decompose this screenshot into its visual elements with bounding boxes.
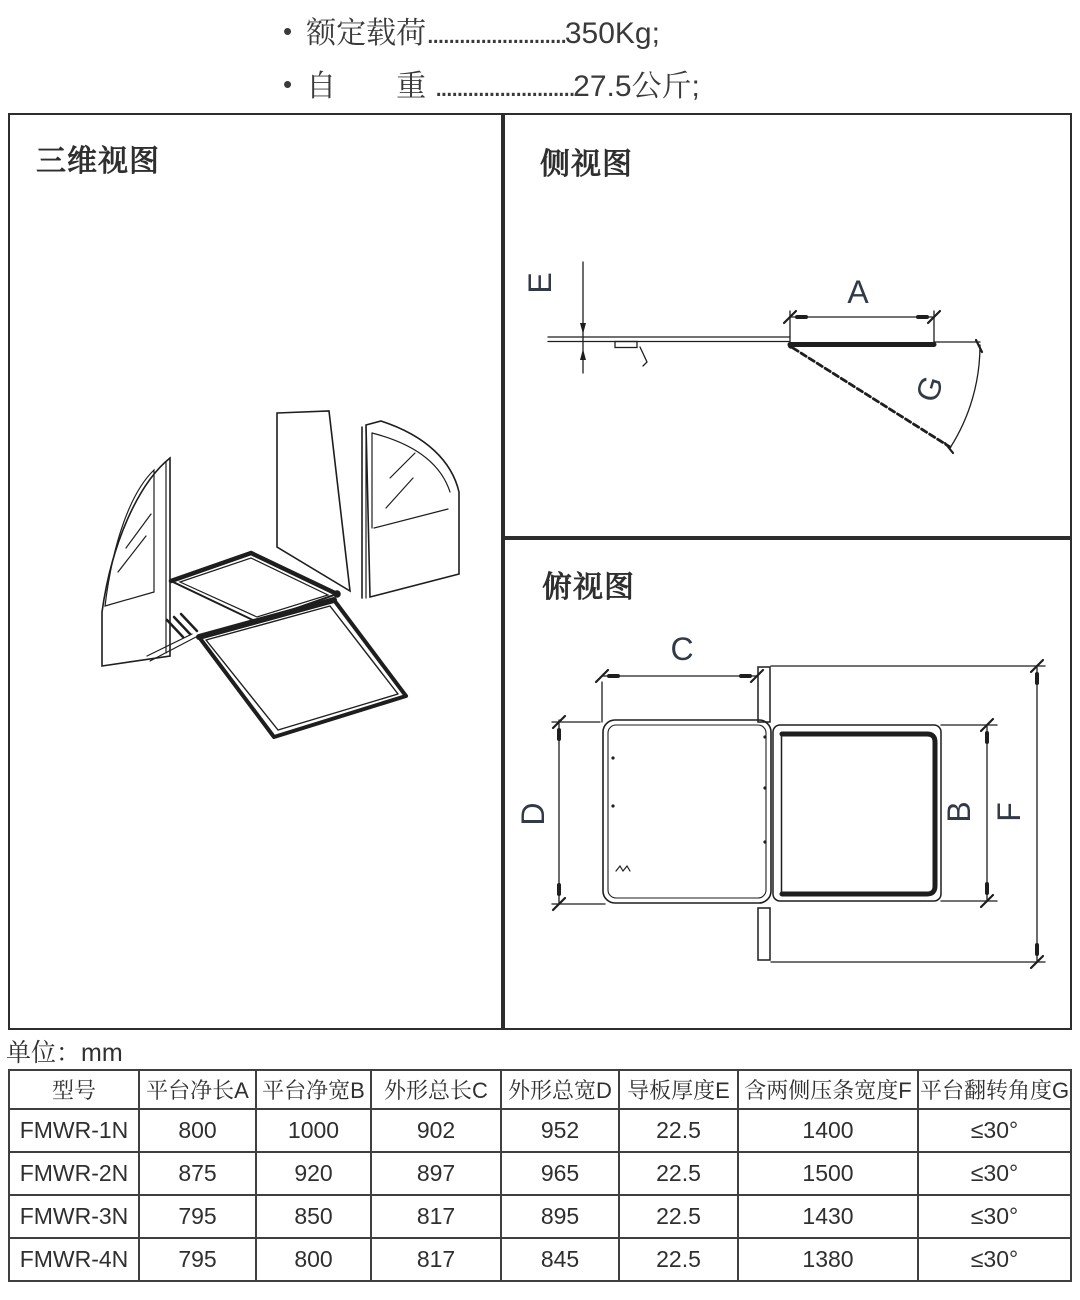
table-cell: ≤30°	[918, 1195, 1071, 1238]
spec-value: 350Kg;	[564, 17, 660, 50]
spec-label: 额定载荷	[306, 17, 427, 50]
table-header-row	[9, 1070, 1071, 1109]
table-cell: 952	[501, 1109, 619, 1152]
table-header-model: 型号	[9, 1070, 139, 1109]
spec-table	[8, 1069, 1072, 1282]
table-cell: 795	[139, 1238, 256, 1281]
table-cell: 965	[501, 1152, 619, 1195]
table-row	[9, 1109, 1071, 1152]
table-cell: 1400	[738, 1109, 918, 1152]
dim-label-g: G	[908, 371, 951, 406]
panel-3d-view	[8, 113, 503, 1030]
unit-label: 单位：mm	[6, 1039, 123, 1067]
table-cell: ≤30°	[918, 1238, 1071, 1281]
table-cell: 817	[371, 1238, 501, 1281]
dim-label-c: C	[670, 631, 694, 667]
table-cell: 22.5	[619, 1238, 738, 1281]
table-row	[9, 1238, 1071, 1281]
table-cell: FMWR-1N	[9, 1109, 139, 1152]
spec-line-rated-load	[283, 8, 660, 52]
dim-label-e: E	[522, 272, 558, 294]
dim-label-f: F	[991, 802, 1027, 822]
table-header-c: 外形总长C	[371, 1070, 501, 1109]
panel-title-top: 俯视图	[542, 571, 635, 604]
table-cell: FMWR-2N	[9, 1152, 139, 1195]
table-row	[9, 1152, 1071, 1195]
table-cell: 895	[501, 1195, 619, 1238]
table-header-b: 平台净宽B	[256, 1070, 371, 1109]
panel-top-view	[503, 538, 1072, 1030]
table-cell: 875	[139, 1152, 256, 1195]
bullet-icon: •	[283, 16, 293, 46]
table-header-d: 外形总宽D	[501, 1070, 619, 1109]
table-cell: 1380	[738, 1238, 918, 1281]
table-header-g: 平台翻转角度G	[918, 1070, 1071, 1109]
dim-label-d: D	[515, 802, 551, 826]
table-row	[9, 1195, 1071, 1238]
dim-label-a: A	[847, 274, 869, 310]
table-cell: 850	[256, 1195, 371, 1238]
table-cell: ≤30°	[918, 1152, 1071, 1195]
table-cell: 1000	[256, 1109, 371, 1152]
table-cell: 1430	[738, 1195, 918, 1238]
table-cell: 22.5	[619, 1109, 738, 1152]
table-cell: 800	[139, 1109, 256, 1152]
table-cell: 920	[256, 1152, 371, 1195]
table-cell: 795	[139, 1195, 256, 1238]
spec-line-self-weight	[283, 61, 700, 105]
dim-label-b: B	[941, 801, 977, 823]
table-cell: 800	[256, 1238, 371, 1281]
spec-table-rows	[9, 1109, 1071, 1281]
table-header-e: 导板厚度E	[619, 1070, 738, 1109]
spec-label: 自 重	[306, 70, 435, 103]
table-cell: 22.5	[619, 1152, 738, 1195]
dot-leader: ..........................	[426, 17, 565, 50]
panel-title-side: 侧视图	[540, 148, 633, 181]
table-cell: 1500	[738, 1152, 918, 1195]
table-cell: 897	[371, 1152, 501, 1195]
table-cell: FMWR-4N	[9, 1238, 139, 1281]
table-cell: FMWR-3N	[9, 1195, 139, 1238]
bullet-icon: •	[283, 69, 293, 99]
table-cell: 845	[501, 1238, 619, 1281]
spec-value: 27.5公斤;	[573, 70, 700, 103]
table-header-f: 含两侧压条宽度F	[738, 1070, 918, 1109]
table-cell: 902	[371, 1109, 501, 1152]
table-cell: 817	[371, 1195, 501, 1238]
table-header-a: 平台净长A	[139, 1070, 256, 1109]
dot-leader: ..........................	[434, 70, 574, 103]
table-cell: 22.5	[619, 1195, 738, 1238]
table-cell: ≤30°	[918, 1109, 1071, 1152]
panel-title-3d: 三维视图	[36, 145, 160, 178]
